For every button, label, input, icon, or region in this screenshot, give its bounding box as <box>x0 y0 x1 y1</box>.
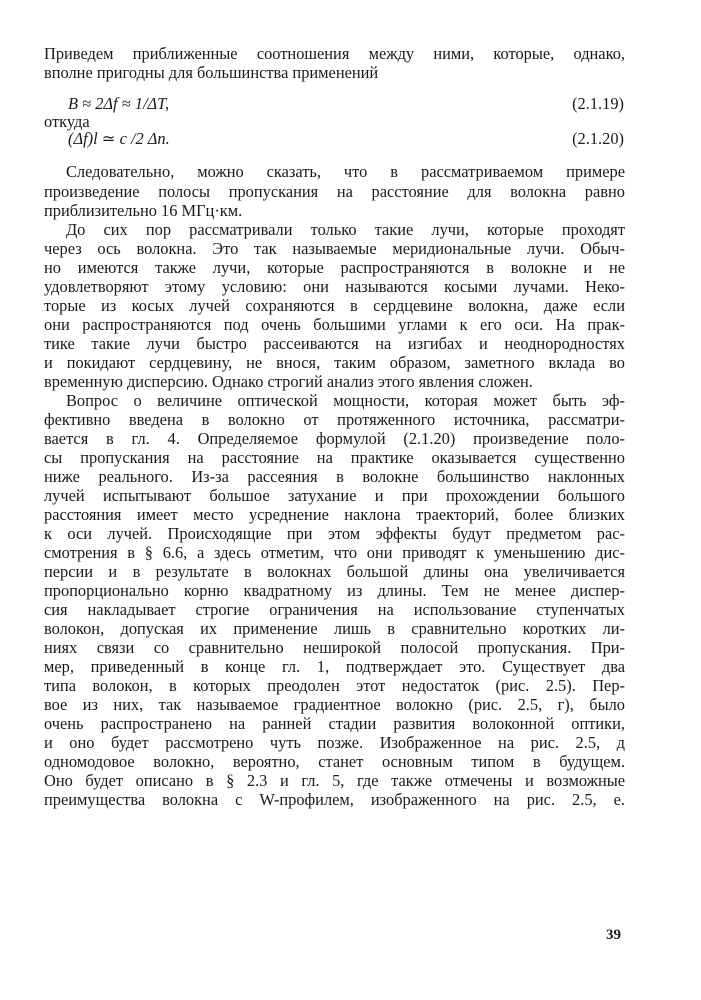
paragraph-line: расстояния имеет место усреднение наклона траекторий, более близких <box>44 505 625 524</box>
paragraph-line: торые из косых лучей сохраняются в сердцевине волокна, даже если <box>44 296 625 315</box>
paragraph-line: удовлетворяют этому условию: они называются косыми лучами. Неко- <box>44 277 625 296</box>
paragraph-line: смотрения в § 6.6, а здесь отметим, что они приводят к уменьшению дис- <box>44 543 625 562</box>
paragraph-line: волокон, допуская их применение лишь в сравнительно коротких ли- <box>44 619 625 638</box>
paragraph-line: одномодовое волокно, вероятно, станет основным типом в будущем. <box>44 752 625 771</box>
paragraph-line: но имеются также лучи, которые распространяются в волокне и не <box>44 258 625 277</box>
intro-line: вполне пригодны для большинства применений <box>44 63 379 82</box>
equation-2-1-19: B ≈ 2Δf ≈ 1/ΔT, <box>68 94 170 113</box>
paragraph-line: мер, приведенный в конце гл. 1, подтверждает это. Существует два <box>44 657 625 676</box>
paragraph-line: Следовательно, можно сказать, что в рассматриваемом примере <box>66 162 625 181</box>
intro-line: Приведем приближенные соотношения между ними, которые, однако, <box>44 44 625 63</box>
paragraph-line: к оси лучей. Происходящие при этом эффекты будут предметом рас- <box>44 524 625 543</box>
paragraph-line: они распространяются под очень большими углами к его оси. На прак- <box>44 315 625 334</box>
paragraph-line: тике такие лучи быстро рассеиваются на изгибах и неоднородностях <box>44 334 625 353</box>
paragraph-line: сия накладывает строгие ограничения на использование ступенчатых <box>44 600 625 619</box>
paragraph-line: пропорционально корню квадратному из длины. Тем не менее диспер- <box>44 581 625 600</box>
paragraph-line: лучей испытывают большое затухание и при прохождении большого <box>44 486 625 505</box>
paragraph-line: через ось волокна. Это так называемые меридиональные лучи. Обыч- <box>44 239 625 258</box>
paragraph-line: очень распространено на ранней стадии развития волоконной оптики, <box>44 714 625 733</box>
paragraph-line: До сих пор рассматривали только такие лучи, которые проходят <box>66 220 625 239</box>
paragraph-line: вается в гл. 4. Определяемое формулой (2.1.20) произведение поло- <box>44 429 625 448</box>
equation-number: (2.1.19) <box>572 94 624 113</box>
connector-word: откуда <box>44 112 90 131</box>
paragraph-line: фективно введена в волокно от протяженного источника, рассматри- <box>44 410 625 429</box>
paragraph-line: и оно будет рассмотрено чуть позже. Изображенное на рис. 2.5, д <box>44 733 625 752</box>
paragraph-line: вое из них, так называемое градиентное волокно (рис. 2.5, г), было <box>44 695 625 714</box>
paragraph-line: сы пропускания на расстояние на практике оказывается существенно <box>44 448 625 467</box>
paragraph-line: Оно будет описано в § 2.3 и гл. 5, где также отмечены и возможные <box>44 771 625 790</box>
equation-2-1-20: (Δf)l ≃ c /2 Δn. <box>68 129 170 148</box>
paragraph-line: Вопрос о величине оптической мощности, которая может быть эф- <box>66 391 625 410</box>
paragraph-line: преимущества волокна с W-профилем, изображенного на рис. 2.5, е. <box>44 790 625 809</box>
equation-number: (2.1.20) <box>572 129 624 148</box>
paragraph-line: приблизительно 16 МГц·км. <box>44 201 243 220</box>
paragraph-line: произведение полосы пропускания на расстояние для волокна равно <box>44 182 625 201</box>
paragraph-line: и покидают сердцевину, не внося, таким образом, заметного вклада во <box>44 353 625 372</box>
paragraph-line: типа волокон, в которых преодолен этот недостаток (рис. 2.5). Пер- <box>44 676 625 695</box>
paragraph-line: персии и в результате в волокнах большой длины она увеличивается <box>44 562 625 581</box>
page-number: 39 <box>606 927 621 943</box>
paragraph-line: ниях связи со сравнительно неширокой полосой пропускания. При- <box>44 638 625 657</box>
paragraph-line: временную дисперсию. Однако строгий анализ этого явления сложен. <box>44 372 533 391</box>
paragraph-line: ниже реального. Из-за рассеяния в волокне большинство наклонных <box>44 467 625 486</box>
